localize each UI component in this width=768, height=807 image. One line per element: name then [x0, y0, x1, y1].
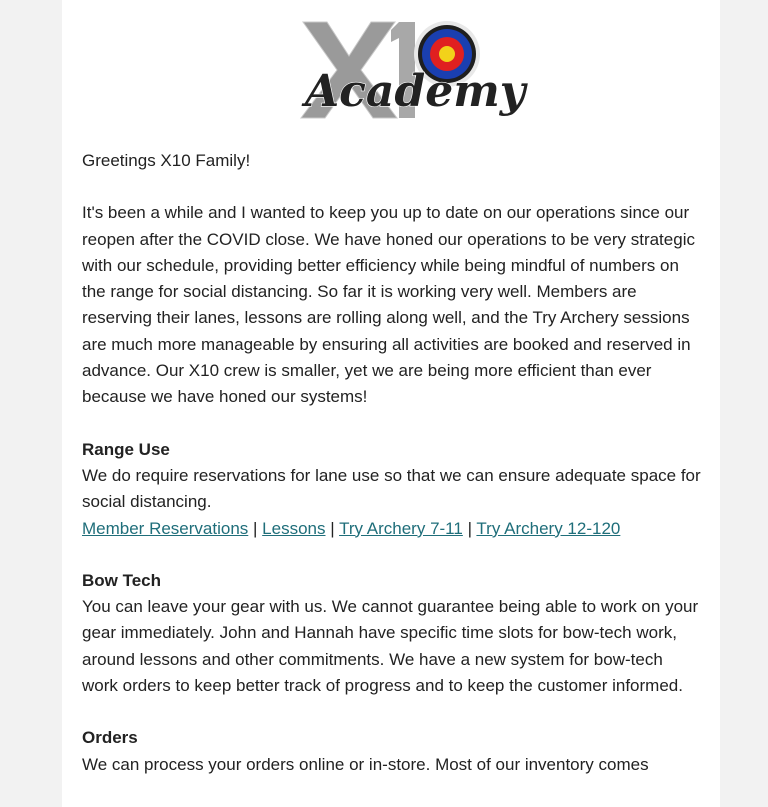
orders-title: Orders: [82, 728, 138, 748]
bow-tech-body: You can leave your gear with us. We cannot guarantee being able to work on your gear immediately. John and Hannah have specific time slots for bow-tech work, around lessons and other commitments. We have a new system for bow-tech work orders to keep better track of progress and to keep the customer informed.: [82, 597, 699, 696]
logo-wordmark: Academy: [305, 66, 526, 117]
greeting: Greetings X10 Family!: [82, 151, 251, 170]
range-use-title: Range Use: [82, 439, 170, 459]
range-use-body: We do require reservations for lane use so that we can ensure adequate space for social distancing.: [82, 465, 701, 512]
bow-tech-section: [82, 568, 702, 699]
link-separator: |: [253, 518, 258, 538]
orders-body: We can process your orders online or in-store. Most of our inventory comes: [82, 754, 649, 774]
link-separator: |: [467, 518, 472, 538]
lessons-link[interactable]: Lessons: [262, 518, 326, 538]
email-content: [82, 148, 702, 804]
bow-tech-title: Bow Tech: [82, 570, 162, 590]
email-body: [62, 0, 720, 807]
intro-paragraph: It's been a while and I wanted to keep you up to date on our operations since our reopen after the COVID close. We have honed our operations to be very strategic with our schedule, providing better efficiency while being mindful of numbers on the range for social distancing. So far it is working very well. Members are reserving their lanes, lessons are rolling along well, and the Try Archery sessions are much more manageable by ensuring all activities are booked and reserved in advance. Our X10 crew is smaller, yet we are being more efficient than ever because we have honed our systems!: [82, 203, 695, 407]
x10-academy-logo: [297, 14, 526, 124]
try-archery-12-120-link[interactable]: Try Archery 12-120: [476, 518, 621, 538]
try-archery-7-11-link[interactable]: Try Archery 7-11: [339, 518, 463, 538]
range-use-section: [82, 437, 702, 542]
member-reservations-link[interactable]: Member Reservations: [82, 518, 249, 538]
range-use-links: [82, 516, 702, 542]
link-separator: |: [330, 518, 335, 538]
orders-section: [82, 725, 702, 778]
